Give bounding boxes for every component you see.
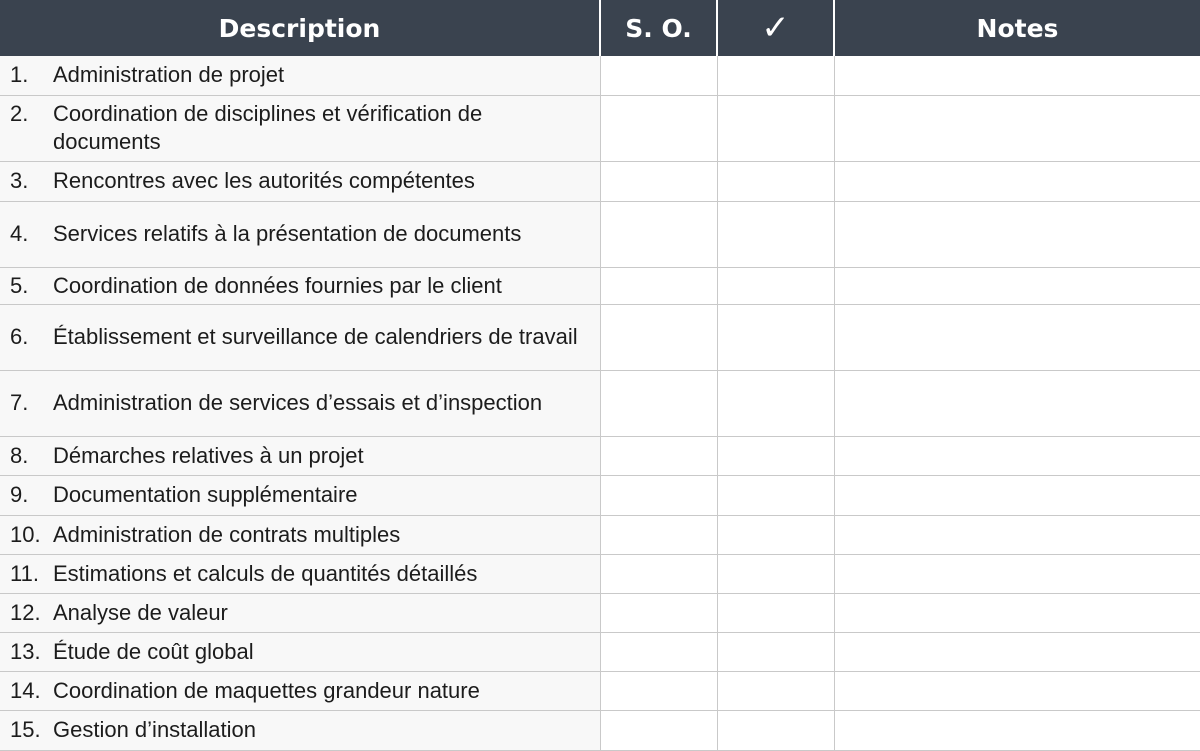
- item-number: 5.: [10, 272, 29, 298]
- description-content: [0, 220, 600, 248]
- description-content: [0, 638, 600, 666]
- so-cell[interactable]: [600, 370, 717, 436]
- item-description: Démarches relatives à un projet: [53, 442, 364, 468]
- item-number: 6.: [10, 324, 29, 349]
- table-row: [0, 593, 1200, 632]
- so-cell[interactable]: [600, 632, 717, 671]
- description-cell: [0, 304, 600, 370]
- checkmark-cell[interactable]: [717, 370, 834, 436]
- description-content: [0, 272, 600, 300]
- checkmark-cell[interactable]: [717, 632, 834, 671]
- description-column-header: Description: [0, 0, 600, 56]
- item-number: 3.: [10, 168, 29, 193]
- description-cell: [0, 267, 600, 304]
- item-description: Étude de coût global: [53, 638, 254, 664]
- so-cell[interactable]: [600, 475, 717, 515]
- item-number: 11.: [10, 560, 39, 586]
- notes-cell[interactable]: [834, 554, 1200, 593]
- description-cell: [0, 554, 600, 593]
- checkmark-cell[interactable]: [717, 554, 834, 593]
- notes-cell[interactable]: [834, 632, 1200, 671]
- so-cell[interactable]: [600, 201, 717, 267]
- table-row: [0, 267, 1200, 304]
- table-row: [0, 95, 1200, 161]
- table-row: [0, 370, 1200, 436]
- notes-cell[interactable]: [834, 436, 1200, 475]
- item-description: Coordination de disciplines et vérification de documents: [53, 101, 483, 154]
- so-cell[interactable]: [600, 436, 717, 475]
- checkmark-cell[interactable]: [717, 267, 834, 304]
- description-cell: [0, 370, 600, 436]
- table-row: [0, 56, 1200, 95]
- notes-column-header: Notes: [834, 0, 1200, 56]
- checkmark-cell[interactable]: [717, 56, 834, 95]
- description-cell: [0, 671, 600, 710]
- checkmark-cell[interactable]: [717, 161, 834, 201]
- item-description: Rencontres avec les autorités compétentes: [53, 168, 475, 193]
- table-row: [0, 475, 1200, 515]
- table-row: [0, 304, 1200, 370]
- description-cell: [0, 436, 600, 475]
- description-cell: [0, 475, 600, 515]
- item-number: 14.: [10, 677, 41, 703]
- item-number: 8.: [10, 442, 29, 468]
- so-cell[interactable]: [600, 95, 717, 161]
- table-row: [0, 161, 1200, 201]
- item-number: 13.: [10, 638, 41, 664]
- item-description: Gestion d’installation: [53, 717, 257, 742]
- item-number: 10.: [10, 521, 41, 547]
- description-cell: [0, 515, 600, 554]
- item-description: Analyse de valeur: [53, 599, 228, 625]
- so-cell[interactable]: [600, 515, 717, 554]
- table-row: [0, 554, 1200, 593]
- checkmark-icon: ✓: [761, 8, 790, 48]
- checkmark-cell[interactable]: [717, 304, 834, 370]
- notes-cell[interactable]: [834, 267, 1200, 304]
- description-content: [0, 599, 600, 627]
- so-cell[interactable]: [600, 671, 717, 710]
- checkmark-cell[interactable]: [717, 95, 834, 161]
- table-row: [0, 710, 1200, 750]
- item-description: Coordination de données fournies par le client: [53, 272, 502, 298]
- checkmark-cell[interactable]: [717, 515, 834, 554]
- item-description: Administration de contrats multiples: [53, 521, 401, 547]
- header-row: [0, 0, 1200, 56]
- so-cell[interactable]: [600, 161, 717, 201]
- notes-cell[interactable]: [834, 95, 1200, 161]
- so-cell[interactable]: [600, 593, 717, 632]
- item-number: 2.: [10, 101, 29, 126]
- item-number: 7.: [10, 390, 29, 415]
- notes-cell[interactable]: [834, 201, 1200, 267]
- description-content: [0, 61, 600, 89]
- description-cell: [0, 201, 600, 267]
- checkmark-cell[interactable]: [717, 436, 834, 475]
- description-content: [0, 481, 600, 509]
- so-cell[interactable]: [600, 304, 717, 370]
- table-row: [0, 515, 1200, 554]
- notes-cell[interactable]: [834, 304, 1200, 370]
- description-cell: [0, 56, 600, 95]
- notes-cell[interactable]: [834, 593, 1200, 632]
- description-content: [0, 167, 600, 195]
- notes-cell[interactable]: [834, 710, 1200, 750]
- table-row: [0, 632, 1200, 671]
- checkmark-cell[interactable]: [717, 593, 834, 632]
- description-cell: [0, 161, 600, 201]
- so-cell[interactable]: [600, 554, 717, 593]
- description-cell: [0, 95, 600, 161]
- table-row: [0, 436, 1200, 475]
- item-number: 9.: [10, 482, 29, 507]
- checkmark-cell[interactable]: [717, 475, 834, 515]
- notes-cell[interactable]: [834, 56, 1200, 95]
- item-description: Établissement et surveillance de calendriers de travail: [53, 324, 578, 349]
- item-description: Administration de services d’essais et d’inspection: [53, 390, 543, 415]
- item-number: 15.: [10, 717, 41, 742]
- notes-cell[interactable]: [834, 671, 1200, 710]
- description-cell: [0, 632, 600, 671]
- description-content: [0, 560, 600, 588]
- table-body: [0, 56, 1200, 750]
- item-number: 4.: [10, 221, 29, 246]
- checkmark-cell[interactable]: [717, 201, 834, 267]
- description-content: [0, 521, 600, 549]
- so-column-header: S. O.: [600, 0, 717, 56]
- item-number: 12.: [10, 599, 41, 625]
- item-number: 1.: [10, 62, 29, 88]
- description-content: [0, 442, 600, 470]
- notes-cell[interactable]: [834, 475, 1200, 515]
- table-row: [0, 671, 1200, 710]
- table-header: [0, 0, 1200, 56]
- description-content: [0, 389, 600, 417]
- description-content: [0, 100, 600, 156]
- description-cell: [0, 710, 600, 750]
- item-description: Coordination de maquettes grandeur nature: [53, 677, 480, 703]
- item-description: Administration de projet: [53, 62, 285, 88]
- notes-cell[interactable]: [834, 515, 1200, 554]
- checkmark-cell[interactable]: [717, 710, 834, 750]
- description-content: [0, 716, 600, 744]
- so-cell[interactable]: [600, 267, 717, 304]
- description-content: [0, 323, 600, 351]
- item-description: Documentation supplémentaire: [53, 482, 358, 507]
- table-row: [0, 201, 1200, 267]
- checkmark-cell[interactable]: [717, 671, 834, 710]
- checkmark-column-header: [717, 0, 834, 56]
- notes-cell[interactable]: [834, 161, 1200, 201]
- notes-cell[interactable]: [834, 370, 1200, 436]
- so-cell[interactable]: [600, 56, 717, 95]
- description-cell: [0, 593, 600, 632]
- item-description: Estimations et calculs de quantités détaillés: [53, 560, 478, 586]
- description-content: [0, 677, 600, 705]
- item-description: Services relatifs à la présentation de documents: [53, 221, 522, 246]
- so-cell[interactable]: [600, 710, 717, 750]
